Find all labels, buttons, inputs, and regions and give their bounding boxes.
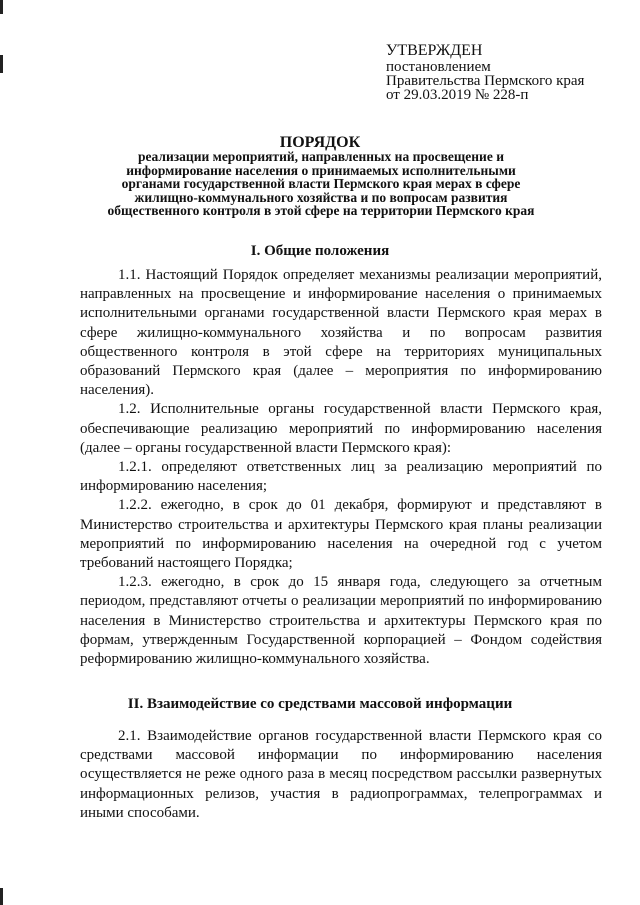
approval-stamp <box>386 44 584 102</box>
paragraph: 1.2.2. ежегодно, в срок до 01 декабря, формируют и представляют в Министерство строительства и архитектуры Пермского края планы реализации мероприятий по информированию населения на очередной год с учетом требований настоящего Порядка; <box>80 497 602 572</box>
paragraph: 2.1. Взаимодействие органов государственной власти Пермского края со средствами массовой информации по информированию населения осуществляется не реже одного раза в месяц посредством рассылки развернутых информационных релизов, участия в радиопрограммах, телепрограммах и иными способами. <box>80 728 602 821</box>
document-subtitle: реализации мероприятий, направленных на просвещение и информирование населения о принимаемых исполнительными органами государственной власти Пермского края мерах в сфере жилищно-коммунального хозяйства и по вопросам развития общественного контроля в этой сфере на территории Пермского края <box>107 149 535 218</box>
paragraph: 1.2.1. определяют ответственных лиц за реализацию мероприятий по информированию населения; <box>80 459 602 495</box>
section-body <box>80 727 602 823</box>
document-title: ПОРЯДОК <box>279 134 361 151</box>
approval-line: постановлением <box>386 59 491 75</box>
paragraph: 1.1. Настоящий Порядок определяет механизмы реализации мероприятий, направленных на просвещение и информирование населения о принимаемых исполнительными органами государственной власти Пермского края мерах в сфере жилищно-коммунального хозяйства и по вопросам развития общественного контроля в этой сфере на территориях муниципальных образований Пермского края (далее – мероприятия по информированию населения). <box>80 267 602 399</box>
section-heading: II. Взаимодействие со средствами массовой информации <box>127 696 513 712</box>
approval-line: Правительства Пермского края <box>386 73 585 89</box>
paragraph: 1.2. Исполнительные органы государственной власти Пермского края, обеспечивающие реализацию мероприятий по информированию населения (далее – органы государственной власти Пермского края): <box>80 401 602 456</box>
approval-heading: УТВЕРЖДЕН <box>386 42 483 59</box>
scan-edge-mark <box>0 55 3 73</box>
section-heading: I. Общие положения <box>250 243 390 259</box>
scan-edge-mark <box>0 0 3 14</box>
scan-edge-mark <box>0 888 3 905</box>
paragraph: 1.2.3. ежегодно, в срок до 15 января года, следующего за отчетным периодом, представляют отчеты о реализации мероприятий по информированию населения в Министерство строительства и архитектуры Пермского края по формам, утвержденным Государственной корпорацией – Фондом содействия реформированию жилищно-коммунального хозяйства. <box>80 574 602 668</box>
approval-line: от 29.03.2019 № 228-п <box>386 87 529 103</box>
section-body <box>80 266 602 669</box>
